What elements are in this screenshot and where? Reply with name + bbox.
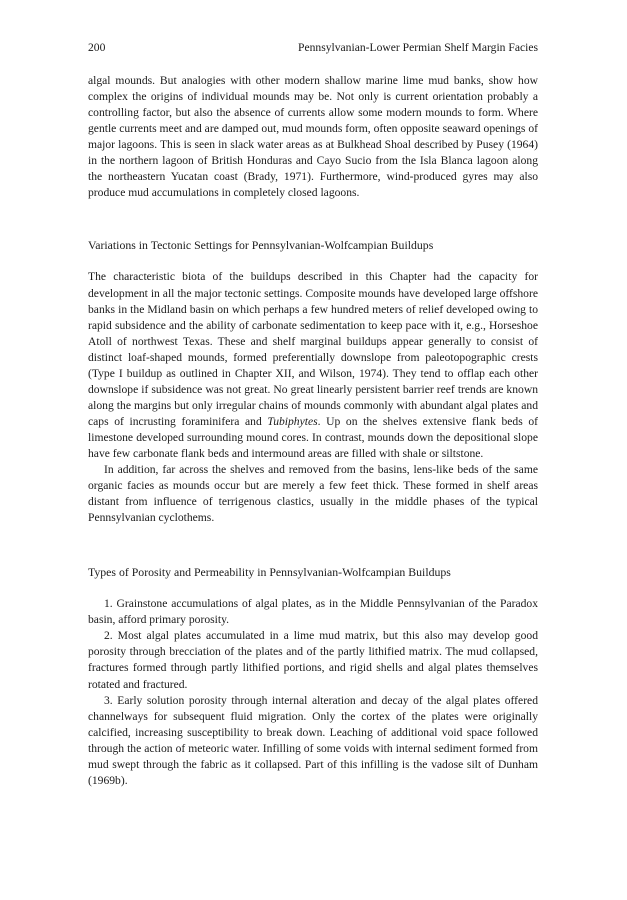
book-page	[88, 40, 538, 789]
paragraph-biota-text-1: The characteristic biota of the buildups described in this Chapter had the capacity for development in all the major tectonic settings. Composite mounds have developed large offshore banks in the Midland basin on which perhaps a few hundred meters of relief developed owing to rapid subsidence and the ability of carbonate sedimentation to keep pace with it, e.g., Horseshoe Atoll of northwest Texas. These and shelf marginal buildups appear generally to consist of distinct loaf-shaped mounds, formed preferentially downslope from paleotopographic crests (Type I buildup as outlined in Chapter XII, and Wilson, 1974). They tend to offlap each other downslope if subsidence was not great. No great linearly persistent barrier reef trends are known along the margins but only irregular chains of mounds commonly with abundant algal plates and caps of incrusting foraminifera and	[88, 270, 538, 428]
page-number: 200	[88, 41, 106, 54]
paragraph-biota-text-2: . Up on the shelves extensive flank beds of limestone developed surrounding mound cores. In contrast, mounds down the depositional slope have few carbonate flank beds and intermound areas are filled with shale or siltstone.	[88, 414, 539, 460]
section-heading-tectonic-settings: Variations in Tectonic Settings for Pennsylvanian-Wolfcampian Buildups	[88, 238, 434, 253]
running-title: Pennsylvanian-Lower Permian Shelf Margin Facies	[298, 41, 538, 54]
page-header	[88, 40, 538, 56]
paragraph-shelf-lenses: In addition, far across the shelves and removed from the basins, lens-like beds of the same organic facies as mounds occur but are merely a few feet thick. These formed in shelf areas distant from influence of terrigenous clastics, usually in the middle phases of the typical Pennsylvanian cyclothems.	[88, 463, 538, 525]
taxon-tubiphytes: Tubiphytes	[267, 414, 318, 428]
list-item-solution-porosity: 3. Early solution porosity through internal alteration and decay of the algal plates offered channelways for subsequent fluid migration. Only the cortex of the plates were originally calcified, increasing susceptibility to break down. Leaching of additional void space followed through the action of meteoric water. Infilling of some voids with internal sediment formed from mud swept through the fabric as it collapsed. Part of this infilling is the vadose silt of Dunham (1969b).	[88, 693, 538, 787]
paragraph-algal-mounds: algal mounds. But analogies with other modern shallow marine lime mud banks, show how complex the origins of individual mounds may be. Not only is current orientation probably a controlling factor, but also the absence of currents allow some modern mounds to form. Where gentle currents meet and are damped out, mud mounds form, often opposite seaward openings of major lagoons. This is seen in slack water areas as at Bulkhead Shoal described by Pusey (1964) in the northern lagoon of British Honduras and Cayo Sucio from the Isla Blanca lagoon along the northeastern Yucatan coast (Brady, 1971). Furthermore, wind-produced gyres may also produce mud accumulations in completely closed lagoons.	[88, 74, 538, 200]
paragraph-biota	[88, 269, 538, 462]
list-item-lime-mud: 2. Most algal plates accumulated in a lime mud matrix, but this also may develop good porosity through brecciation of the plates and of the partly lithified matrix. The mud collapsed, fractures formed through partly lithified portions, and rigid shells and algal plates themselves rotated and fractured.	[88, 629, 538, 691]
section-heading-porosity: Types of Porosity and Permeability in Pennsylvanian-Wolfcampian Buildups	[88, 565, 451, 580]
list-item-grainstone: 1. Grainstone accumulations of algal plates, as in the Middle Pennsylvanian of the Paradox basin, afford primary porosity.	[88, 597, 538, 627]
